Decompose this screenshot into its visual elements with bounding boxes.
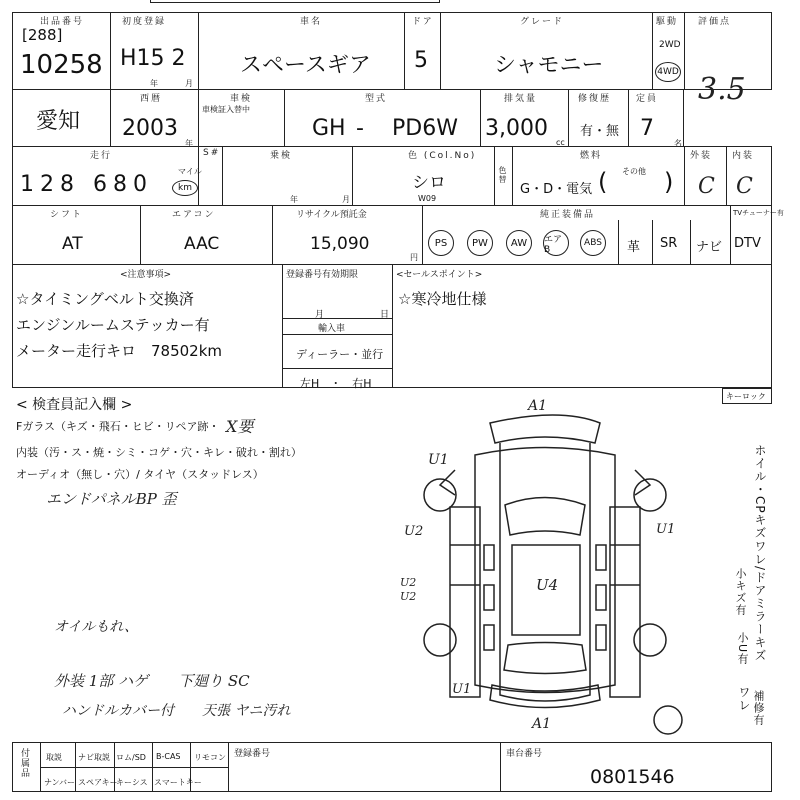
displacement: 3,000: [485, 116, 548, 141]
repair-label: 修復歴: [578, 94, 612, 104]
mark-left-rear-1: U2: [400, 576, 417, 589]
equip-abs: ABS: [580, 230, 606, 256]
lot-label: 出品番号: [40, 17, 85, 27]
lot-sub: [288]: [22, 26, 63, 44]
doors: 5: [414, 48, 428, 73]
inspector-title: < 検査員記入欄 >: [16, 397, 133, 413]
footer-reg-no-label: 登録番号: [234, 749, 271, 759]
equip-dtv: DTV: [734, 236, 761, 251]
expiry-day: 日: [380, 310, 390, 320]
footer-bcas: B-CAS: [156, 752, 181, 761]
side-note-5: 小U有: [736, 632, 749, 666]
drive-label: 駆動: [656, 17, 679, 27]
mark-rear-left: U1: [452, 682, 472, 697]
car-name-label: 車名: [300, 17, 323, 27]
chassis-number: 0801546: [590, 766, 675, 788]
footer-manual: 取説: [46, 753, 62, 762]
grade-label: グレード: [520, 17, 565, 27]
side-note-3: ワレ: [737, 686, 751, 712]
shift: AT: [62, 234, 83, 254]
ac: AAC: [184, 234, 220, 254]
mark-right: U1: [656, 522, 676, 537]
fuel-value: G・D・電気: [520, 182, 593, 197]
inspector-interior: 内装（汚・ス・焼・シミ・コゲ・穴・キレ・破れ・割れ）: [16, 446, 302, 459]
recycle-unit: 円: [410, 253, 418, 262]
model-label: 型式: [365, 94, 388, 104]
tuner-label: TVチューナー有: [733, 209, 784, 217]
mark-left-door: U2: [404, 524, 424, 539]
equip-sr: SR: [660, 236, 678, 251]
mileage-label: 走行: [90, 151, 113, 161]
import-label: 輸入車: [318, 324, 346, 334]
year-label: 西暦: [140, 94, 163, 104]
notes-label: <注意事項>: [120, 270, 172, 280]
area: 愛知: [36, 109, 81, 134]
drive-4wd: 4WD: [655, 62, 681, 82]
mark-front: A1: [528, 398, 548, 414]
hand-note-3: 外装 1部 ハゲ 下廻り SC: [54, 672, 250, 690]
year-unit: 年: [185, 139, 193, 148]
footer-spare-key: スペアキー: [78, 778, 118, 787]
color-code: W09: [418, 194, 437, 203]
displacement-label: 排気量: [504, 94, 538, 104]
ryokaku-label: 乗検: [270, 151, 293, 161]
fuel-paren-open: (: [598, 168, 608, 196]
hand-note-2: オイルもれ、: [54, 619, 139, 635]
note-2: エンジンルームステッカー有: [16, 316, 210, 334]
equip-pw: PW: [467, 230, 493, 256]
equip-leather: 革: [627, 240, 641, 255]
int-label: 内装: [732, 151, 755, 161]
footer-accessories-label: 付属品: [19, 748, 29, 778]
color-label: 色 (Col.No): [408, 151, 477, 161]
int: C: [736, 174, 753, 199]
mark-rear: A1: [532, 716, 552, 732]
side-note-6: 補修有: [752, 690, 765, 726]
expiry-label: 登録番号有効期限: [286, 270, 359, 280]
side-note-4: 小キズ有: [734, 568, 747, 616]
score-label: 評価点: [698, 17, 732, 27]
first-reg-month-unit: 月: [185, 79, 193, 88]
footer-chassis-label: 車台番号: [506, 749, 543, 759]
footer-remote: リモコン: [194, 753, 226, 762]
note-1: ☆タイミングベルト交換済: [16, 290, 194, 308]
doors-label: ドア: [412, 17, 434, 27]
side-note-2: ワレ/ドアミラーキズ: [753, 540, 767, 663]
equip-label: 純正装備品: [540, 210, 596, 220]
handle-side: 左H ・ 右H: [300, 377, 372, 390]
sales-point: ☆寒冷地仕様: [398, 290, 487, 308]
recycle-label: リサイクル預託金: [296, 210, 367, 220]
car-diagram: [400, 395, 740, 740]
first-reg-label: 初度登録: [122, 17, 167, 27]
ac-label: エアコン: [172, 210, 216, 220]
mark-left-rear-2: U2: [400, 590, 417, 603]
footer-key-system: キーシス: [116, 778, 148, 787]
inspector-audio: オーディオ（無し・穴）/ タイヤ（スタッドレス）: [16, 468, 264, 481]
inspection-label: 車検: [230, 94, 253, 104]
footer-smart-key: スマートキー: [154, 778, 202, 787]
drive-2wd: 2WD: [659, 40, 681, 50]
fuel-other: その他: [622, 167, 646, 176]
hand-note-1: エンドパネルBP 歪: [46, 490, 177, 508]
footer-rom-sd: ロム/SD: [116, 753, 146, 762]
footer-number: ナンバー: [44, 778, 76, 787]
equip-aw: AW: [506, 230, 532, 256]
mark-front-left: U1: [428, 452, 449, 468]
year: 2003: [122, 116, 178, 141]
car-name: スペースギア: [240, 53, 371, 78]
grade: シャモニー: [494, 53, 604, 78]
ext: C: [698, 174, 715, 199]
side-note-1: ホイル・CPキズ: [753, 444, 767, 540]
inspector-fglass-mark: X要: [226, 417, 254, 436]
inspection-sub: 車検証入替中: [202, 105, 250, 114]
expiry-month: 月: [315, 310, 325, 320]
mileage-unit-alt: マイル: [178, 167, 202, 176]
capacity: 7: [640, 116, 654, 141]
equip-navi: ナビ: [696, 240, 723, 255]
hand-note-4: ハンドルカバー付 天張 ヤニ汚れ: [62, 703, 291, 719]
first-reg-value: H15 2: [120, 46, 186, 71]
ryokaku-year-unit: 年: [290, 195, 298, 204]
footer-navi-manual: ナビ取説: [78, 753, 110, 762]
keylock-label: キーロック: [726, 392, 766, 401]
sales-label: <セールスポイント>: [396, 270, 483, 280]
equip-ps: PS: [428, 230, 454, 256]
capacity-label: 定員: [636, 94, 659, 104]
equip-airbag: エアB: [543, 230, 569, 256]
color-change-label: 色替: [498, 166, 507, 184]
mileage-unit: km: [172, 180, 198, 196]
fuel-label: 燃料: [580, 151, 603, 161]
fuel-paren-close: ): [664, 168, 674, 196]
note-3: メーター走行キロ 78502km: [16, 342, 223, 360]
mark-roof: U4: [536, 576, 559, 594]
displacement-unit: cc: [556, 138, 565, 147]
recycle: 15,090: [310, 234, 370, 254]
repair-value: 有・無: [580, 124, 620, 139]
s-label: S#: [203, 148, 221, 158]
top-title-strip: [150, 0, 440, 3]
lot-number: 10258: [20, 50, 103, 80]
model-prefix: GH: [312, 116, 346, 141]
ext-label: 外装: [690, 151, 713, 161]
shift-label: シフト: [50, 210, 84, 220]
ryokaku-month-unit: 月: [342, 195, 350, 204]
mileage: 128 680: [20, 172, 153, 197]
score: 3.5: [698, 72, 746, 107]
color: シロ: [412, 173, 446, 193]
inspector-fglass: Fガラス（キズ・飛石・ヒビ・リペア跡・: [16, 420, 220, 433]
first-reg-year-unit: 年: [150, 79, 158, 88]
capacity-unit: 名: [674, 139, 682, 148]
model-code: PD6W: [392, 116, 458, 141]
dealer: ディーラー・並行: [296, 348, 384, 361]
model-dash: -: [356, 116, 364, 141]
row-4: [12, 205, 772, 265]
